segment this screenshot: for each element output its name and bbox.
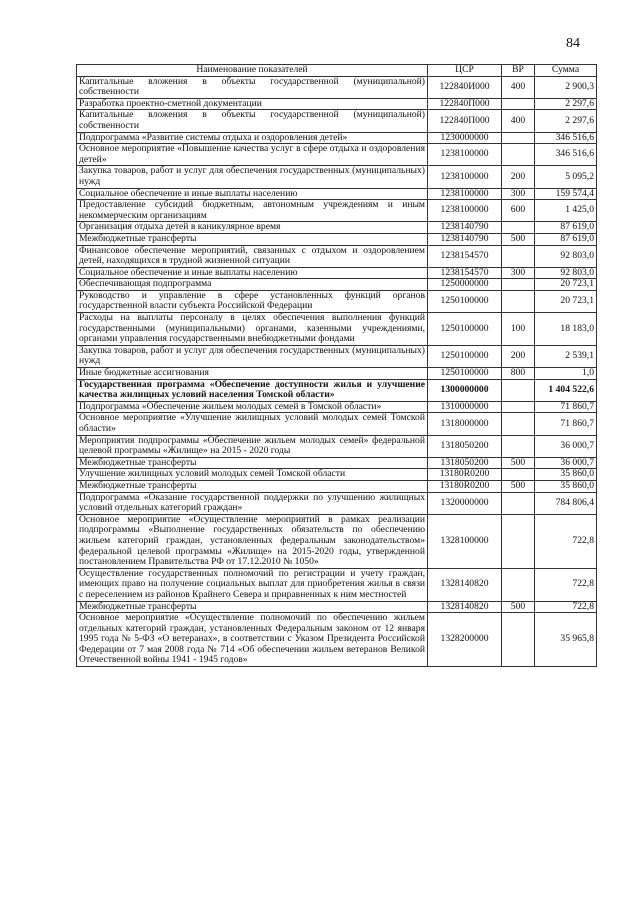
row-vr	[502, 435, 535, 457]
table-row	[77, 200, 597, 222]
table-row	[77, 132, 597, 144]
table-body	[77, 76, 597, 666]
row-vr: 600	[502, 200, 535, 222]
header-csr: ЦСР	[428, 65, 502, 77]
row-name: Финансовое обеспечение мероприятий, связанных с отдыхом и оздоровлением детей, находящихся в трудной жизненной ситуации	[77, 245, 428, 267]
row-csr: 122840П000	[428, 98, 502, 110]
row-name: Закупка товаров, работ и услуг для обеспечения государственных (муниципальных) нужд	[77, 345, 428, 367]
row-vr: 500	[502, 601, 535, 613]
row-csr: 1318000000	[428, 413, 502, 435]
row-sum: 71 860,7	[535, 413, 597, 435]
row-csr: 1318050200	[428, 457, 502, 469]
row-name: Обеспечивающая подпрограмма	[77, 279, 428, 291]
row-name: Основное мероприятие «Осуществление полномочий по обеспечению жильем отдельных категорий граждан, установленных Федеральным законом от 12 января 1995 года № 5-ФЗ «О ветеранах», в соответствии с Указом Президента Российской Федерации от 7 мая 2008 года № 714 «Об обеспечении жильем ветеранов Великой Отечественной войны 1941 - 1945 годов»	[77, 613, 428, 667]
row-vr	[502, 514, 535, 568]
row-name: Иные бюджетные ассигнования	[77, 368, 428, 380]
row-csr: 1250000000	[428, 279, 502, 291]
row-sum: 2 539,1	[535, 345, 597, 367]
table-row	[77, 233, 597, 245]
table-row	[77, 514, 597, 568]
row-csr: 1328140820	[428, 568, 502, 601]
row-name: Капитальные вложения в объекты государственной (муниципальной) собственности	[77, 76, 428, 98]
row-name: Социальное обеспечение и иные выплаты населению	[77, 188, 428, 200]
row-csr: 1230000000	[428, 132, 502, 144]
row-sum: 92 803,0	[535, 267, 597, 279]
row-csr: 1328200000	[428, 613, 502, 667]
row-vr: 100	[502, 313, 535, 346]
row-sum: 5 095,2	[535, 166, 597, 188]
table-row	[77, 144, 597, 166]
row-vr: 400	[502, 76, 535, 98]
row-csr: 1238100000	[428, 144, 502, 166]
table-row	[77, 290, 597, 312]
row-name: Мероприятия подпрограммы «Обеспечение жильем молодых семей» федеральной целевой программы «Жилище» на 2015 - 2020 годы	[77, 435, 428, 457]
table-row	[77, 379, 597, 401]
row-csr: 1310000000	[428, 401, 502, 413]
row-csr: 13180R0200	[428, 480, 502, 492]
row-sum: 1 425,0	[535, 200, 597, 222]
table-row	[77, 413, 597, 435]
table-row	[77, 267, 597, 279]
row-name: Межбюджетные трансферты	[77, 457, 428, 469]
page-number: 84	[566, 36, 580, 51]
row-csr: 1238100000	[428, 188, 502, 200]
row-sum: 784 806,4	[535, 492, 597, 514]
row-vr	[502, 413, 535, 435]
row-vr	[502, 401, 535, 413]
row-vr	[502, 245, 535, 267]
row-vr	[502, 222, 535, 234]
row-sum: 35 860,0	[535, 469, 597, 481]
row-name: Основное мероприятие «Осуществление мероприятий в рамках реализации подпрограммы «Выполнение государственных обязательств по обеспечению жильем категорий граждан, установленных федеральным законодательством» федеральной целевой программы «Жилище» на 2015-2020 годы, утвержденной постановлением Правительства РФ от 17.12.2010 № 1050»	[77, 514, 428, 568]
row-sum: 1 404 522,6	[535, 379, 597, 401]
row-name: Улучшение жилищных условий молодых семей Томской области	[77, 469, 428, 481]
row-name: Подпрограмма «Оказание государственной поддержки по улучшению жилищных условий отдельных категорий граждан»	[77, 492, 428, 514]
row-vr	[502, 469, 535, 481]
table-row	[77, 110, 597, 132]
table-row	[77, 188, 597, 200]
row-sum: 87 619,0	[535, 233, 597, 245]
row-name: Осуществление государственных полномочий по регистрации и учету граждан, имеющих право на получение социальных выплат для приобретения жилья в связи с переселением из районов Крайнего Севера и приравненных к ним местностей	[77, 568, 428, 601]
row-sum: 346 516,6	[535, 132, 597, 144]
row-vr	[502, 613, 535, 667]
row-sum: 159 574,4	[535, 188, 597, 200]
row-sum: 722,8	[535, 568, 597, 601]
row-name: Основное мероприятие «Улучшение жилищных условий молодых семей Томской области»	[77, 413, 428, 435]
row-vr: 500	[502, 457, 535, 469]
row-name: Социальное обеспечение и иные выплаты населению	[77, 267, 428, 279]
row-name: Подпрограмма «Обеспечение жильем молодых семей в Томской области»	[77, 401, 428, 413]
row-csr: 13180R0200	[428, 469, 502, 481]
table-row	[77, 401, 597, 413]
table-row	[77, 279, 597, 291]
row-sum: 35 965,8	[535, 613, 597, 667]
row-sum: 18 183,0	[535, 313, 597, 346]
row-csr: 1238140790	[428, 233, 502, 245]
table-header-row	[77, 65, 597, 77]
table-row	[77, 222, 597, 234]
row-vr: 300	[502, 267, 535, 279]
row-vr: 200	[502, 166, 535, 188]
row-vr: 400	[502, 110, 535, 132]
header-sum: Сумма	[535, 65, 597, 77]
row-sum: 1,0	[535, 368, 597, 380]
table-row	[77, 345, 597, 367]
row-csr: 1238154570	[428, 267, 502, 279]
row-sum: 346 516,6	[535, 144, 597, 166]
table-row	[77, 601, 597, 613]
row-name: Межбюджетные трансферты	[77, 233, 428, 245]
row-vr: 300	[502, 188, 535, 200]
row-sum: 87 619,0	[535, 222, 597, 234]
table-row	[77, 98, 597, 110]
row-csr: 122840И000	[428, 76, 502, 98]
row-name: Межбюджетные трансферты	[77, 601, 428, 613]
table-row	[77, 166, 597, 188]
row-csr: 1328140820	[428, 601, 502, 613]
row-sum: 36 000,7	[535, 457, 597, 469]
row-sum: 2 297,6	[535, 110, 597, 132]
table-row	[77, 492, 597, 514]
table-row	[77, 313, 597, 346]
row-sum: 71 860,7	[535, 401, 597, 413]
row-csr: 1250100000	[428, 313, 502, 346]
table-row	[77, 457, 597, 469]
header-vr: ВР	[502, 65, 535, 77]
row-name: Расходы на выплаты персоналу в целях обеспечения выполнения функций государственными (муниципальными) органами, казенными учреждениями, органами управления государственными внебюджетными фондами	[77, 313, 428, 346]
row-sum: 20 723,1	[535, 279, 597, 291]
row-csr: 1238100000	[428, 200, 502, 222]
table-row	[77, 245, 597, 267]
row-csr: 1328100000	[428, 514, 502, 568]
row-csr: 1320000000	[428, 492, 502, 514]
row-sum: 35 860,0	[535, 480, 597, 492]
row-csr: 1250100000	[428, 368, 502, 380]
row-sum: 92 803,0	[535, 245, 597, 267]
row-vr	[502, 279, 535, 291]
row-name: Государственная программа «Обеспечение доступности жилья и улучшение качества жилищных условий населения Томской области»	[77, 379, 428, 401]
row-name: Организация отдыха детей в каникулярное время	[77, 222, 428, 234]
table-row	[77, 613, 597, 667]
table-row	[77, 76, 597, 98]
row-sum: 722,8	[535, 601, 597, 613]
row-csr: 1238100000	[428, 166, 502, 188]
row-name: Руководство и управление в сфере установленных функций органов государственной власти субъекта Российской Федерации	[77, 290, 428, 312]
row-sum: 20 723,1	[535, 290, 597, 312]
row-vr	[502, 132, 535, 144]
row-csr: 122840П000	[428, 110, 502, 132]
row-name: Предоставление субсидий бюджетным, автономным учреждениям и иным некоммерческим организациям	[77, 200, 428, 222]
row-sum: 2 900,3	[535, 76, 597, 98]
row-vr	[502, 379, 535, 401]
row-csr: 1250100000	[428, 290, 502, 312]
row-vr: 200	[502, 345, 535, 367]
row-name: Межбюджетные трансферты	[77, 480, 428, 492]
budget-table	[76, 64, 597, 667]
row-name: Основное мероприятие «Повышение качества услуг в сфере отдыха и оздоровления детей»	[77, 144, 428, 166]
header-name: Наименование показателей	[77, 65, 428, 77]
row-csr: 1250100000	[428, 345, 502, 367]
table-row	[77, 435, 597, 457]
row-vr	[502, 290, 535, 312]
table-row	[77, 568, 597, 601]
row-name: Разработка проектно-сметной документации	[77, 98, 428, 110]
row-name: Капитальные вложения в объекты государственной (муниципальной) собственности	[77, 110, 428, 132]
row-vr	[502, 568, 535, 601]
row-vr	[502, 492, 535, 514]
table-row	[77, 469, 597, 481]
row-csr: 1318050200	[428, 435, 502, 457]
row-vr: 500	[502, 233, 535, 245]
row-sum: 2 297,6	[535, 98, 597, 110]
row-sum: 722,8	[535, 514, 597, 568]
row-name: Подпрограмма «Развитие системы отдыха и оздоровления детей»	[77, 132, 428, 144]
row-vr: 800	[502, 368, 535, 380]
row-csr: 1238140790	[428, 222, 502, 234]
table-row	[77, 480, 597, 492]
row-vr	[502, 98, 535, 110]
row-vr: 500	[502, 480, 535, 492]
row-sum: 36 000,7	[535, 435, 597, 457]
row-csr: 1238154570	[428, 245, 502, 267]
table-row	[77, 368, 597, 380]
row-csr: 1300000000	[428, 379, 502, 401]
row-vr	[502, 144, 535, 166]
row-name: Закупка товаров, работ и услуг для обеспечения государственных (муниципальных) нужд	[77, 166, 428, 188]
